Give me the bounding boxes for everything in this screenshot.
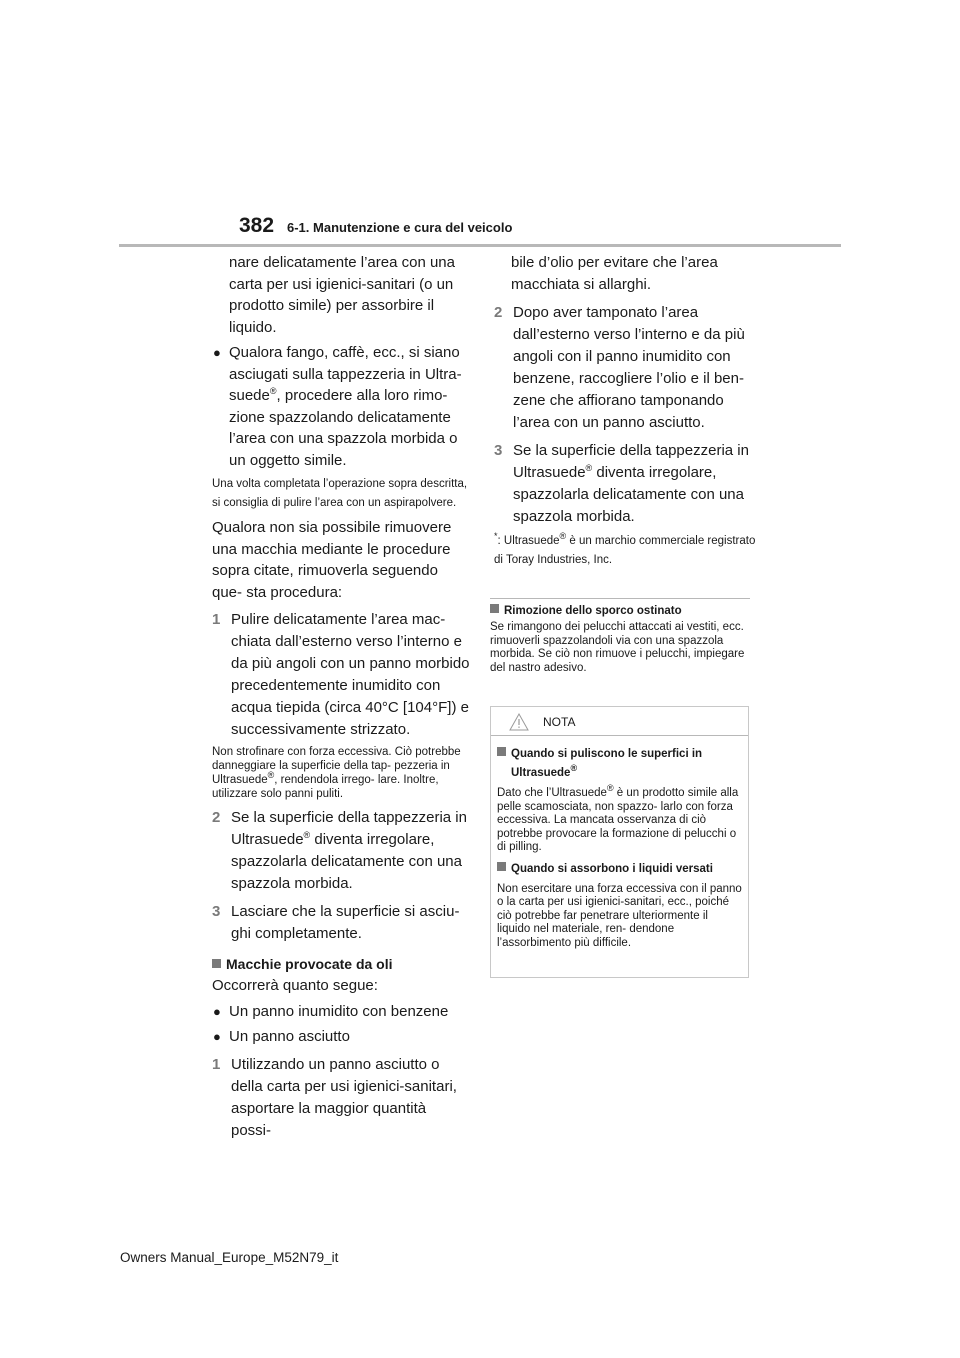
bullet-text: Un panno inumidito con benzene bbox=[229, 1002, 449, 1020]
list-item bbox=[212, 1001, 470, 1023]
step-text: Ultrasuede bbox=[231, 831, 304, 848]
oil-step-1 bbox=[212, 1054, 470, 1142]
footnote-text: è un marchio commerciale registrato di Toray Industries, Inc. bbox=[494, 535, 756, 566]
info-title-text: Rimozione dello sporco ostinato bbox=[504, 605, 682, 617]
step-3 bbox=[212, 901, 470, 945]
square-bullet-icon bbox=[490, 604, 499, 613]
footer-text: Owners Manual_Europe_M52N79_it bbox=[120, 1250, 339, 1265]
bullet-text: Qualora fango, caffè, ecc., si siano asciugati sulla tappezzeria in Ultra- bbox=[229, 344, 462, 383]
step-text: diventa irregolare, spazzolarla delicatamente con una spazzola morbida. bbox=[513, 464, 744, 525]
paragraph: Occorrerà quanto segue: bbox=[212, 977, 378, 994]
step-number: 1 bbox=[212, 1055, 221, 1073]
page-number: 382 bbox=[239, 214, 275, 237]
registered-mark: ® bbox=[559, 531, 567, 542]
square-bullet-icon bbox=[212, 959, 221, 968]
chapter-title: 6-1. Manutenzione e cura del veicolo bbox=[287, 220, 513, 235]
step-number: 2 bbox=[494, 304, 503, 321]
oil-step-2 bbox=[494, 302, 756, 434]
step-text: Dopo aver tamponato l’area dall’esterno verso l’interno e da più angoli con il panno inumidito con benzene, raccogliere l’olio e il ben- zene che affiorano tamponando l’area con un panno asciutto. bbox=[513, 304, 745, 431]
nota-subheading-text: Ultrasuede bbox=[511, 767, 571, 779]
bullet-icon: ● bbox=[213, 1003, 221, 1019]
registered-mark: ® bbox=[269, 386, 277, 396]
nota-label: NOTA bbox=[543, 715, 576, 729]
nota-subheading-text: Quando si puliscono le superfici in bbox=[511, 748, 703, 760]
info-text: Se rimangono dei pelucchi attaccati ai vestiti, ecc. rimuoverli spazzolandoli via con una spazzola morbida. Se ciò non rimuove i pelucchi, impiegare del nastro adesivo. bbox=[490, 621, 745, 674]
section-heading-text: Macchie provocate da oli bbox=[226, 956, 393, 972]
bullet-text: Un panno asciutto bbox=[229, 1028, 350, 1045]
nota-box bbox=[490, 706, 749, 978]
info-block bbox=[490, 598, 750, 675]
step-number: 1 bbox=[212, 611, 221, 628]
nota-text: Non esercitare una forza eccessiva con il panno o la carta per usi igienici-sanitari, ecc., poiché ciò potrebbe far penetrare ulteriormente il liquido nel materiale, ren- dendone l’assorbimento più difficile. bbox=[497, 882, 742, 949]
nota-text bbox=[497, 783, 742, 855]
nota-subheading-text: Quando si assorbono i liquidi versati bbox=[511, 862, 713, 875]
nota-header bbox=[491, 707, 748, 735]
info-title bbox=[490, 604, 750, 617]
registered-mark: ® bbox=[303, 830, 311, 840]
registered-mark: ® bbox=[570, 763, 578, 774]
bullet-icon: ● bbox=[213, 1029, 221, 1044]
nota-subheading bbox=[497, 860, 742, 879]
step-number: 2 bbox=[212, 809, 221, 826]
list-item bbox=[212, 1026, 470, 1048]
bullet-text: suede bbox=[229, 387, 270, 404]
registered-mark: ® bbox=[606, 783, 614, 794]
step-number: 3 bbox=[494, 442, 503, 459]
footnote-text: : Ultrasuede bbox=[497, 535, 560, 547]
bullet-text: , procedere alla loro rimo- zione spazzolando delicatamente l’area con una spazzola morbida o un oggetto simile. bbox=[229, 387, 458, 469]
nota-body bbox=[491, 736, 748, 950]
step-text: Se la superficie della tappezzeria in bbox=[231, 809, 467, 826]
nota-subheading bbox=[497, 745, 742, 783]
divider bbox=[490, 598, 750, 599]
square-bullet-icon bbox=[497, 747, 506, 756]
note-vacuum: Una volta completata l’operazione sopra descritta, si consiglia di pulire l’area con un aspirapolvere. bbox=[212, 478, 468, 509]
section-heading bbox=[212, 953, 470, 975]
step-text: Utilizzando un panno asciutto o della carta per usi igienici-sanitari, asportare la maggior quantità possi- bbox=[231, 1055, 457, 1139]
registered-mark: ® bbox=[267, 770, 275, 781]
nota-text-part: Dato che l’Ultrasuede bbox=[497, 787, 607, 799]
step-text: Se la superficie della tappezzeria in bbox=[513, 442, 749, 459]
bullet-icon: ● bbox=[213, 345, 221, 360]
square-bullet-icon bbox=[497, 862, 506, 871]
step-text: diventa irregolare, spazzolarla delicatamente con una spazzola morbida. bbox=[231, 831, 462, 892]
registered-mark: ® bbox=[585, 463, 593, 473]
nota-text-part: è un prodotto simile alla pelle scamosciata, non spazzo- larlo con forza eccessiva. La mancata osservanza di ciò potrebbe provocare la formazione di pelucchi o di pilling. bbox=[497, 787, 739, 853]
warning-triangle-icon bbox=[509, 713, 529, 731]
continued-text: bile d’olio per evitare che l’area macchiata si allarghi. bbox=[511, 254, 718, 293]
footnote-mark: * bbox=[494, 531, 498, 542]
step-number: 3 bbox=[212, 903, 221, 920]
nota-subheading-text bbox=[497, 764, 742, 783]
continued-text: nare delicatamente l’area con una carta per usi igienici-sanitari (o un prodotto simile) per assorbire il liquido. bbox=[229, 254, 455, 336]
step-2 bbox=[212, 807, 470, 895]
footnote bbox=[494, 532, 756, 570]
note-text: , rendendola irrego- lare. Inoltre, utilizzare solo panni puliti. bbox=[212, 774, 439, 800]
step-text: Lasciare che la superficie si asciu- ghi completamente. bbox=[231, 903, 460, 942]
note-rub bbox=[212, 745, 470, 801]
paragraph: Qualora non sia possibile rimuovere una macchia mediante le procedure sopra citate, rimuoverla seguendo que- sta procedura: bbox=[212, 519, 452, 601]
header-rule bbox=[119, 244, 841, 247]
oil-step-3 bbox=[494, 440, 756, 528]
list-item bbox=[212, 342, 470, 471]
note-text: Non strofinare con forza eccessiva. Ciò potrebbe danneggiare la superficie della tap- pezzeria in Ultrasuede bbox=[212, 746, 461, 786]
step-text: Ultrasuede bbox=[513, 464, 586, 481]
step-text: Pulire delicatamente l’area mac- chiata dall’esterno verso l’interno e da più angoli con un panno morbido precedentemente inumidito con acqua tiepida (circa 40°C [104°F]) e successivamente strizzato. bbox=[231, 611, 470, 738]
step-1 bbox=[212, 609, 470, 741]
left-column bbox=[212, 252, 470, 1142]
middle-column bbox=[494, 252, 756, 574]
